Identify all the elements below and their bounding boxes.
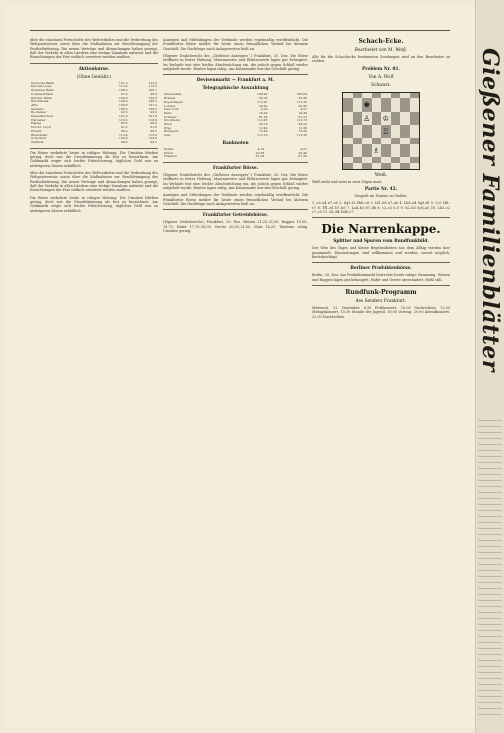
banknote-row [163,155,308,159]
board-square [372,98,382,111]
masthead-vertical [477,20,503,400]
board-square [353,125,363,138]
row-value: 113,0 [119,84,128,89]
binding-marks [478,420,502,720]
board-square [372,112,382,125]
row-label: Hapag [31,121,42,126]
row-value: 20,46 [298,150,307,155]
board-square [410,163,420,169]
row-label: Brüssel [164,96,176,101]
row-label: Schuckert [31,136,47,141]
row-value: 118,2 [119,117,128,122]
row-value: 118,9 [148,117,157,122]
row-value: 81,32 [298,154,307,159]
row-label: Reichsbank [31,99,49,104]
banknotes-table [163,148,308,159]
row-label: AEG [31,102,38,107]
row-value: 168,0 [119,106,128,111]
board-square [381,163,391,169]
row-label: Darmst. Bank [31,95,52,100]
row-value: 169,5 [148,106,157,111]
row-value: 108,7 [148,88,157,93]
row-label: New York [164,107,179,112]
chess-piece: ♗ [372,144,382,157]
row-value: 137,2 [148,102,157,107]
problem-title: Problem Nr. 81. [361,66,401,72]
row-value: 112,45 [257,118,268,123]
black-label: Schwarz. [370,82,392,88]
row-value: 4,21 [300,107,307,112]
row-label: Commerzbank [31,91,54,96]
divider [312,285,450,286]
row-label: Siemens [31,106,44,111]
divider [30,63,158,64]
row-label: Phönix [31,128,42,133]
board-square [391,125,401,138]
row-label: Franken [164,154,177,159]
chess-subtitle: Bearbeitet von M. Weiß. [354,48,408,53]
row-value: 122,0 [148,80,157,85]
row-value: 86,0 [120,128,128,133]
row-label: Dresdner Bank [31,88,54,93]
game-title: Partie Nr. 42. [364,187,398,193]
row-value: 112,4 [119,132,128,137]
row-value: 112,73 [296,118,307,123]
row-label: Harpener [31,117,46,122]
row-label: Rheinstahl [31,132,48,137]
column-right [312,38,450,322]
closing-paragraph-repeat: über die einzelnen Fortschritte des Weltverkehrs und die Verbreitung des Weltpostvereins sowie über die Maßnahmen zur Beschleunigung der Postbeförderung. Die neuen Verträge und Abmachungen haben gezeigt, daß der Verkehr in allen Ländern eine stetige Zunahme aufweist und die Einrichtungen der Post vielfach erweitert werden mußten. [30,171,158,193]
row-value: 112,10 [257,133,268,138]
board-square [343,163,353,169]
mate-note: Weiß zieht und setzt in zwei Zügen matt. [312,179,383,184]
divider [163,162,308,163]
section-subtitle: (Ohne Gewähr.) [76,74,112,80]
row-value: 73,20 [258,129,268,134]
chess-piece: ♙ [362,112,372,125]
row-label: Amsterdam [164,92,182,97]
board-square [400,98,410,111]
fx-subheading: Telegraphische Auszahlung [202,86,269,92]
radio-subheading: des Senders Frankfurt. [355,299,407,305]
board-square [362,144,372,157]
row-value: 16,45 [258,110,268,115]
masthead-title: Gießener Familienblätter [477,47,503,373]
row-label: Pfund [164,150,173,155]
board-square [391,98,401,111]
row-label: Nordd. Lloyd [31,125,51,130]
problem-author: Von A. Wolf [368,74,394,80]
chess-piece: ♔ [381,112,391,125]
row-label: London [164,103,176,108]
board-square [362,125,372,138]
board-square [391,112,401,125]
white-label: Weiß. [374,172,388,178]
row-value: 16,49 [298,110,307,115]
middle-paragraph: Anzeigen und Mitteilungen der Verbände werden regelmäßig veröffentlicht. Die Frankfurter Börse meldet für heute einen freundlichen Verlauf bei kleinem Geschäft. Die Nachfrage nach Anlagewerten hielt an. [163,38,308,51]
board-square [372,163,382,169]
row-value: 59,32 [298,122,307,127]
divider [312,262,450,263]
middle-paragraph-2: (Eigener Drahtbericht des „Gießener Anzeigers“.) Frankfurt, 20. Dez. Die Börse eröffnete in fester Haltung. Montanwerte und Elektrowerte lagen gut behauptet. Im Verlaufe trat eine leichte Abschwächung ein, die jedoch gegen Schluß wieder aufgeholt wurde. Renten lagen ruhig. Am Kassamarkt war das Geschäft gering. [163,54,308,72]
row-value: 12,42 [258,125,268,130]
board-square [343,125,353,138]
chess-board [342,92,420,170]
boerse-paragraph-2: Anzeigen und Mitteilungen der Verbände werden regelmäßig veröffentlicht. Die Frankfurter Börse meldet für heute einen freundlichen Verlauf bei kleinem Geschäft. Die Nachfrage nach Anlagewerten hielt an. [163,193,308,207]
row-value: 73,38 [298,129,307,134]
divider [312,217,450,218]
row-label: Budapest [164,129,179,134]
row-value: 124,0 [119,136,128,141]
row-value: 98,0 [150,91,157,96]
board-square [353,112,363,125]
market-paragraph: Berlin, 20. Dez. Am Produktenmarkt herrschte heute ruhige Stimmung. Weizen und Roggen lagen gut behauptet, Hafer und Gerste unverändert. Mehl still. [312,273,450,282]
row-value: 58,49 [298,96,307,101]
row-label: Wien [164,122,172,127]
board-square [410,112,420,125]
row-label: Prag [164,125,172,130]
board-square [410,144,420,157]
board-square [381,144,391,157]
divider [30,148,158,149]
getreide-paragraph: (Eigener Drahtbericht.) Frankfurt, 20. Dez. Weizen 21,25–21,50, Roggen 19,50–19,75, Hafer 17,75–18,00, Gerste 20,50–21,00, Mais 18,25. Tendenz: ruhig, Umsätze gering. [163,220,308,234]
row-value: 12,46 [298,125,307,130]
row-value: 104,5 [148,95,157,100]
divider [163,74,308,75]
narrenkappe-heading: Die Narrenkappe. [321,222,441,237]
row-value: 98,8 [120,139,128,144]
row-value: 99,2 [150,139,157,144]
column-middle [163,38,308,236]
narrenkappe-paragraph: Der Witz des Tages und kleine Begebenheiten aus dem Alltag werden hier gesammelt. Einsendungen sind willkommen und werden, soweit möglich, berücksichtigt. [312,246,450,260]
row-value: 146,5 [148,99,157,104]
closing-paragraph-extra: Die Börse verkehrte heute in ruhiger Haltung. Die Umsätze blieben gering, doch war die Grundstimmung als fest zu bezeichnen. Am Geldmarkt zeigte sich leichte Erleichterung, tägliches Geld war zu niedrigeren Sätzen erhältlich. [30,195,158,213]
fx-heading: Devisenmarkt — Frankfurt a. M. [196,78,275,84]
board-square [372,125,382,138]
narrenkappe-subheading: Splitter und Spuren vom Rundfunkbild. [333,239,429,245]
row-value: 65,5 [120,121,128,126]
boerse-heading: Frankfurter Börse. [212,165,259,171]
row-label: Disconto-Ges. [31,84,53,89]
row-value: 4,20 [260,107,268,112]
board-square [400,125,410,138]
row-value: 20,46 [298,103,307,108]
row-value: 113,0 [148,132,157,137]
fx-row [163,134,308,138]
fx-table [163,93,308,137]
stock-row [30,141,158,145]
row-value: 168,84 [296,92,307,97]
board-square [343,112,353,125]
row-label: Gelsenkirchen [31,114,53,119]
board-square [381,98,391,111]
column-left [30,38,158,216]
section-title: Aktienkurse. [78,66,110,72]
top-rule [30,30,450,31]
row-value: 81,22 [298,114,307,119]
row-value: 168,42 [257,92,268,97]
intro-paragraph: über die einzelnen Fortschritte des Weltverkehrs und die Verbreitung des Weltpostvereins sowie über die Maßnahmen zur Beschleunigung der Postbeförderung. Die neuen Verträge und Abmachungen haben gezeigt, daß der Verkehr in allen Ländern eine stetige Zunahme aufweist und die Einrichtungen der Post vielfach erweitert werden mußten. [30,38,158,60]
market-heading: Berliner Produktenbörse. [350,266,412,272]
boerse-paragraph: (Eigener Drahtbericht des „Gießener Anzeigers“.) Frankfurt, 20. Dez. Die Börse eröffnete in fester Haltung. Montanwerte und Elektrowerte lagen gut behauptet. Im Verlaufe trat eine leichte Abschwächung ein, die jedoch gegen Schluß wieder aufgeholt wurde. Renten lagen ruhig. Am Kassamarkt war das Geschäft gering. [163,172,308,190]
board-square [391,163,401,169]
board-square [362,163,372,169]
board-square [353,163,363,169]
row-value: 81,02 [258,114,268,119]
row-label: Deutsche Bank [31,80,54,85]
radio-heading: Rundfunk-Programm [345,289,417,297]
row-value: 20,38 [255,150,265,155]
row-value: 136,8 [119,102,128,107]
row-value: 58,35 [258,96,268,101]
row-value: 112,35 [296,99,307,104]
row-value: 112,07 [257,99,268,104]
stock-table [30,82,158,145]
chess-intro: Alle für die Schachecke bestimmten Sendungen sind an den Bearbeiter zu richten. [312,55,450,64]
row-value: 93,0 [150,110,157,115]
board-square [391,144,401,157]
row-value: 101,0 [119,114,128,119]
radio-paragraph: Mittwoch, 21. Dezember. 6.30 Frühkonzert. 10.00 Nachrichten. 12.00 Mittagskonzert. 15.30 Stunde der Jugend. 18.00 Vortrag. 20.00 Abendkonzert. 22.00 Nachrichten. [312,306,450,319]
row-label: Kopenhagen [164,99,183,104]
row-value: 113,5 [148,84,157,89]
chess-piece: ♖ [381,125,391,138]
row-value: 86,5 [150,128,157,133]
game-moves: 1. e2–e4 e7–e5 2. Sg1–f3 Sb8–c6 3. Lf1–b5 a7–a6 4. Lb5–a4 Sg8–f6 5. 0–0 Lf8–e7 6. Tf1–e1 b7–b5 7. La4–b3 d7–d6 8. c2–c3 0–0 9. h2–h3 Sc6–a5 10. Lb3–c2 c7–c5 11. d2–d4 Dd8–c7 [312,201,450,215]
chess-piece: ♚ [362,98,372,111]
board-square [410,98,420,111]
row-label: Oslo [164,133,171,138]
row-value: 4,19 [257,146,265,151]
row-value: 66,0 [150,121,157,126]
board-square [353,98,363,111]
row-value: 81,00 [255,154,265,159]
row-label: Stockholm [164,118,181,123]
row-value: 92,5 [120,110,128,115]
board-square [343,98,353,111]
row-value: 61,2 [120,125,128,130]
board-square [343,144,353,157]
board-square [400,163,410,169]
row-value: 104,0 [119,95,128,100]
board-square [400,144,410,157]
row-label: Schweiz [164,114,177,119]
board-square [400,112,410,125]
row-label: Dollar [164,146,174,151]
divider [163,209,308,210]
row-label: Bochumer [31,110,47,115]
row-label: Zellstoff [31,139,44,144]
row-value: 121,5 [119,80,128,85]
row-value: 59,18 [258,122,268,127]
board-square [353,144,363,157]
row-value: 112,38 [296,133,307,138]
row-value: 4,21 [300,146,307,151]
row-value: 97,5 [120,91,128,96]
row-value: 101,8 [148,114,157,119]
row-value: 146,0 [119,99,128,104]
getreide-heading: Frankfurter Getreidebörse. [202,213,269,219]
closing-paragraph: Die Börse verkehrte heute in ruhiger Haltung. Die Umsätze blieben gering, doch war die Grundstimmung als fest zu bezeichnen. Am Geldmarkt zeigte sich leichte Erleichterung, tägliches Geld war zu niedrigeren Sätzen erhältlich. [30,150,158,168]
row-value: 61,8 [150,125,157,130]
banknotes-heading: Banknoten [222,140,249,146]
chess-title: Schach-Ecke. [358,38,404,45]
row-value: 108,2 [119,88,128,93]
row-value: 20,42 [258,103,268,108]
row-value: 124,6 [148,136,157,141]
board-square [410,125,420,138]
row-label: Paris [164,110,172,115]
game-subtitle: Gespielt im Turnier zu Gießen. [354,194,408,199]
